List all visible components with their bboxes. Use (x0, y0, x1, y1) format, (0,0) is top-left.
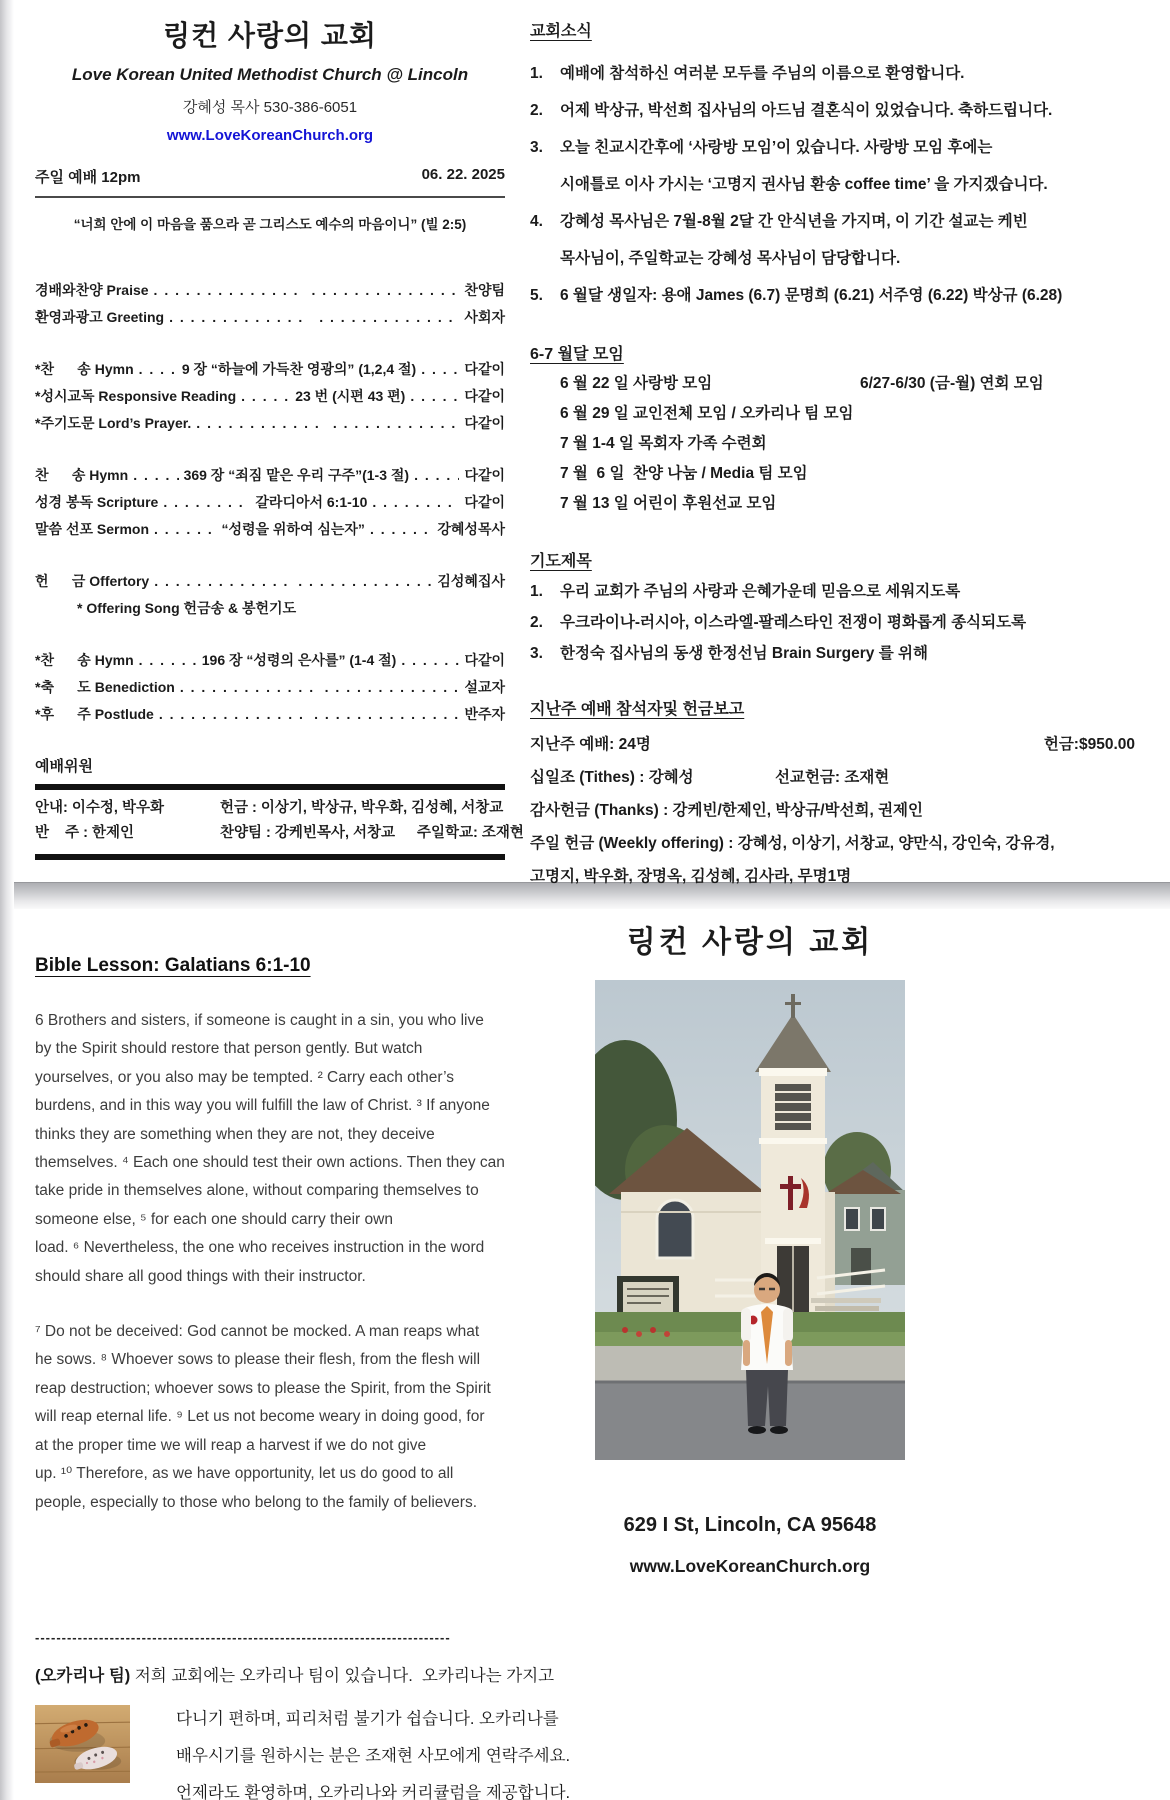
ocarina-photo (35, 1705, 130, 1783)
news-item-line (530, 129, 1135, 166)
news-item-text: 6 월달 생일자: 용애 James (6.7) 문명희 (6.21) 서주영 (6.22) 박상규 (6.28) (560, 287, 1063, 304)
bulletin-page-1 (0, 0, 1170, 885)
dot-leader (196, 410, 323, 437)
bible-text-line: ⁷ Do not be deceived: God cannot be mocked. A man reaps what (35, 1323, 480, 1341)
ocarina-team-label: (오카리나 팀) (35, 1666, 131, 1685)
news-list (530, 55, 1135, 314)
dot-leader (133, 462, 178, 489)
ocarina-text-line: 다니기 편하며, 피리처럼 불기가 쉽습니다. 오카리나를 (176, 1709, 559, 1728)
dot-leader (154, 516, 216, 543)
bible-text-line: themselves. ⁴ Each one should test their own actions. Then they can (35, 1154, 505, 1172)
dot-leader (298, 568, 432, 595)
program-item-assignee: 강혜성목사 (437, 521, 505, 537)
divider-bar-top (35, 784, 505, 790)
bible-text-line: should share all good things with their instructor. (35, 1267, 366, 1285)
program-item-detail: 23 번 (시편 43 편) (295, 388, 406, 404)
bible-text-line: up. ¹⁰ Therefore, as we have opportunity, let us do good to all (35, 1465, 454, 1483)
offering-total: 헌금:$950.00 (1043, 736, 1135, 753)
prayer-item-line (530, 576, 1135, 607)
program-item-label: 환영과광고 Greeting (35, 309, 165, 325)
program-item-assignee: 다같이 (464, 467, 506, 483)
ocarina-text-line: 배우시기를 원하시는 분은 조재현 사모에게 연락주세요. (176, 1746, 571, 1765)
report-heading: 지난주 예배 참석자및 헌금보고 (530, 701, 745, 718)
program-item-detail: 갈라디아서 6:1-10 (255, 494, 368, 510)
dot-leader (401, 647, 459, 674)
committee-row-1 (35, 796, 505, 821)
program-row (35, 595, 505, 622)
bible-text-line: yourselves, or you also may be tempted. ² Carry each other’s (35, 1068, 454, 1086)
dot-leader (370, 516, 432, 543)
program-item-label: *성시교독 Responsive Reading (35, 388, 237, 404)
bible-text-line: take pride in themselves alone, without comparing themselves to (35, 1182, 479, 1200)
program-item-assignee: 김성혜집사 (437, 573, 505, 589)
program-item-label: 성경 봉독 Scripture (35, 494, 159, 510)
program-item-assignee: 다같이 (464, 361, 505, 377)
news-item-number: 2. (530, 102, 543, 119)
program-item-label: 찬 송 Hymn (35, 467, 129, 483)
bible-text-line: burdens, and in this way you will fulfill the law of Christ. ³ If anyone (35, 1097, 490, 1115)
meeting-row (530, 399, 1135, 429)
meeting-row (530, 489, 1135, 519)
news-item-text: 강혜성 목사님은 7월-8월 2달 간 안식년을 가지며, 이 기간 설교는 케빈 (560, 213, 1028, 230)
committee-row-2 (35, 821, 524, 846)
dot-leader (372, 489, 459, 516)
program-item-label: *찬 송 Hymn (35, 652, 134, 668)
church-address: 629 I St, Lincoln, CA 95648 (623, 1514, 877, 1536)
weekly-offering-row-2: 고명지, 박우화, 장명옥, 김성혜, 김사라, 무명1명 (530, 868, 852, 885)
ocarina-intro-text: 저희 교회에는 오카리나 팀이 있습니다. 오카리나는 가지고 (130, 1666, 555, 1685)
meeting-left: 7 월 13 일 어린이 후원선교 모임 (560, 495, 777, 512)
bible-lesson-heading: Bible Lesson: Galatians 6:1-10 (35, 955, 311, 976)
theme-verse: “너희 안에 이 마음을 품으라 곧 그리스도 예수의 마음이니” (빌 2:5) (73, 217, 467, 232)
committee-heading: 예배위원 (35, 758, 93, 775)
dot-leader (421, 356, 459, 383)
offering-report (530, 728, 1135, 893)
news-item-line (530, 166, 1135, 203)
bible-text-line: 6 Brothers and sisters, if someone is caught in a sin, you who live (35, 1012, 484, 1029)
program-row (35, 277, 505, 304)
prayer-item-text: 우리 교회가 주님의 사랑과 은혜가운데 믿음으로 세워지도록 (560, 583, 961, 600)
ocarina-text-line: 언제라도 환영하며, 오카리나와 커리큘럼을 제공합니다. (176, 1783, 571, 1800)
service-time: 주일 예배 12pm (35, 169, 141, 186)
program-row (35, 647, 505, 674)
mission-offering-names: 선교헌금: 조재현 (775, 769, 890, 786)
dot-leader (154, 277, 302, 304)
prayer-item-line (530, 638, 1135, 669)
meeting-row (530, 459, 1135, 489)
dot-leader (163, 489, 250, 516)
program-item-label: 말씀 선포 Sermon (35, 521, 149, 537)
program-row (35, 356, 505, 383)
meetings-heading: 6-7 월달 모임 (530, 346, 624, 363)
program-item-detail: 9 장 “하늘에 가득찬 영광의” (1,2,4 절) (181, 361, 417, 377)
dot-leader (311, 277, 459, 304)
church-title-english: Love Korean United Methodist Church @ Lincoln (71, 65, 469, 84)
program-item-detail: 369 장 “죄짐 맡은 우리 구주”(1-3 절) (183, 467, 410, 483)
viewer-left-edge (0, 0, 14, 1800)
news-item-line (530, 240, 1135, 277)
dot-leader (139, 356, 177, 383)
meeting-left: 7 월 1-4 일 목회자 가족 수련회 (560, 435, 767, 452)
bible-text-line: he sows. ⁸ Whoever sows to please their flesh, from the flesh will (35, 1351, 481, 1369)
announcements-column (505, 0, 1135, 885)
bible-paragraph-2 (35, 1318, 505, 1517)
program-item-assignee: 다같이 (464, 415, 505, 431)
bible-paragraph-1 (35, 1007, 505, 1291)
dot-leader (159, 701, 304, 728)
program-row (35, 568, 505, 595)
news-item-line (530, 277, 1135, 314)
prayer-item-text: 한정숙 집사님의 동생 한정선님 Brain Surgery 를 위해 (560, 645, 928, 662)
prayer-item-number: 2. (530, 614, 543, 631)
program-row (35, 674, 505, 701)
meetings-list (530, 369, 1135, 519)
bible-text-line: someone else, ⁵ for each one should carry their own (35, 1210, 393, 1228)
service-date: 06. 22. 2025 (421, 166, 505, 183)
church-info-column (505, 909, 1135, 1775)
website-footer: www.LoveKoreanChurch.org (629, 1556, 871, 1576)
prayer-item-number: 1. (530, 583, 543, 600)
ocarina-intro-line (35, 1658, 555, 1695)
bible-text-line: people, especially to those who belong to the family of believers. (35, 1493, 478, 1511)
sunday-school-cell: 주일학교: 조재현 (417, 825, 524, 841)
program-row (35, 701, 505, 728)
dot-leader (414, 462, 459, 489)
program-item-label: 헌 금 Offertory (35, 573, 150, 589)
bible-text-line: reap destruction; whoever sows to please the Spirit, from the Spirit (35, 1379, 491, 1397)
program-row (35, 304, 505, 331)
usher-cell: 안내: 이수정, 박우화 (35, 800, 164, 816)
church-photo (595, 980, 905, 1460)
news-item-number: 4. (530, 213, 543, 230)
weekly-offering-row-1: 주일 헌금 (Weekly offering) : 강혜성, 이상기, 서창교, 양만식, 강인숙, 강유경, (530, 835, 1055, 852)
worship-order-column (35, 0, 524, 882)
bulletin-page-2 (0, 909, 1170, 1800)
church-title-korean: 링컨 사랑의 교회 (163, 20, 377, 51)
prayer-item-number: 3. (530, 645, 543, 662)
program-item-detail: “성령을 위하여 심는자” (221, 521, 365, 537)
attendance-count: 지난주 예배: 24명 (530, 736, 651, 753)
tithes-names: 십일조 (Tithes) : 강혜성 (530, 769, 694, 786)
news-item-line (530, 55, 1135, 92)
news-item-line (530, 92, 1135, 129)
news-item-text: 목사님이, 주일학교는 강혜성 목사님이 담당합니다. (560, 250, 901, 267)
program-row (35, 489, 505, 516)
tithes-row (530, 761, 1135, 794)
program-item-assignee: 반주자 (464, 706, 506, 722)
program-item-label: *주기도문 Lord’s Prayer. (35, 415, 192, 431)
news-item-number: 3. (530, 139, 543, 156)
bible-text-line: by the Spirit should restore that person gently. But watch (35, 1040, 423, 1058)
meeting-left: 6 월 22 일 사랑방 모임 (560, 375, 713, 392)
meeting-row (530, 429, 1135, 459)
website-link[interactable]: www.LoveKoreanChurch.org (166, 127, 374, 144)
dot-leader (241, 383, 290, 410)
program-item-assignee: 다같이 (464, 652, 506, 668)
ocarina-row (35, 1701, 571, 1800)
dot-leader (333, 410, 460, 437)
program-row (35, 410, 505, 437)
program-item-assignee: 다같이 (464, 388, 505, 404)
dot-leader (169, 304, 309, 331)
service-time-row (35, 166, 505, 198)
news-item-text: 어제 박상규, 박선희 집사님의 아드님 결혼식이 있었습니다. 축하드립니다. (560, 102, 1053, 119)
program-item-assignee: 사회자 (464, 309, 505, 325)
program-row (35, 383, 505, 410)
prayer-heading: 기도제목 (530, 553, 592, 570)
program-row (35, 516, 505, 543)
thanks-offering-row: 감사헌금 (Thanks) : 강케빈/한제인, 박상규/박선희, 권제인 (530, 802, 923, 819)
news-item-number: 5. (530, 287, 543, 304)
prayer-item-text: 우크라이나-러시아, 이스라엘-팔레스타인 전쟁이 평화롭게 종식되도록 (560, 614, 1027, 631)
meeting-right: 6/27-6/30 (금-월) 연회 모임 (860, 375, 1044, 392)
bible-text-line: will reap eternal life. ⁹ Let us not become weary in doing good, for (35, 1408, 485, 1426)
program-item-assignee: 설교자 (464, 679, 506, 695)
news-heading: 교회소식 (530, 23, 592, 40)
dot-leader (325, 674, 460, 701)
dot-leader (319, 304, 459, 331)
dot-leader (314, 701, 459, 728)
church-title-page2: 링컨 사랑의 교회 (626, 926, 874, 959)
attendance-row (530, 728, 1135, 761)
bible-text-line: thinks they are something when they are not, they deceive (35, 1125, 435, 1143)
program-item-label: 경배와찬양 Praise (35, 282, 149, 298)
dot-leader (180, 674, 315, 701)
dot-leader (139, 647, 197, 674)
news-item-text: 오늘 친교시간후에 ‘사랑방 모임’이 있습니다. 사랑방 모임 후에는 (560, 139, 993, 156)
news-item-number: 1. (530, 65, 543, 82)
program-item-label: *찬 송 Hymn (35, 361, 134, 377)
dot-leader (410, 383, 459, 410)
bible-text-line: at the proper time we will reap a harvest if we do not give (35, 1436, 427, 1454)
program-row (35, 462, 505, 489)
program-item-detail: 196 장 “성령의 은사를” (1-4 절) (201, 652, 397, 668)
meeting-left: 6 월 29 일 교인전체 모임 / 오카리나 팀 모임 (560, 405, 854, 422)
order-of-worship (35, 277, 505, 728)
meeting-left: 7 월 6 일 찬양 나눔 / Media 팀 모임 (560, 465, 808, 482)
pastor-contact: 강혜성 목사 530-386-6051 (182, 99, 358, 116)
prayer-item-line (530, 607, 1135, 638)
program-item-assignee: 다같이 (464, 494, 505, 510)
program-item-label: * Offering Song 헌금송 & 봉헌기도 (77, 600, 297, 616)
accompanist-cell: 반 주 : 한제인 (35, 825, 135, 841)
news-item-line (530, 203, 1135, 240)
bible-lesson-column (35, 909, 571, 1800)
prayer-list (530, 576, 1135, 669)
dot-leader (154, 568, 288, 595)
program-item-label: *후 주 Postlude (35, 706, 154, 722)
dashed-separator: ------------------------------------------------------------------------------ (35, 1629, 451, 1645)
bible-text-line: load. ⁶ Nevertheless, the one who receives instruction in the word (35, 1239, 485, 1257)
news-item-text: 시애틀로 이사 가시는 ‘고명지 권사님 환송 coffee time’ 을 가지겠습니다. (560, 176, 1048, 193)
divider-bar-bottom (35, 854, 505, 860)
meeting-row (530, 369, 1135, 399)
website-link-wrap (35, 127, 505, 144)
offering-collectors-cell: 헌금 : 이상기, 박상규, 박우화, 김성혜, 서창교 (220, 800, 504, 816)
program-item-assignee: 찬양팀 (464, 282, 505, 298)
news-item-text: 예배에 참석하신 여러분 모두를 주님의 이름으로 환영합니다. (560, 65, 965, 82)
program-item-label: *축 도 Benediction (35, 679, 175, 695)
choir-cell: 찬양팀 : 강케빈목사, 서창교 (220, 825, 396, 841)
